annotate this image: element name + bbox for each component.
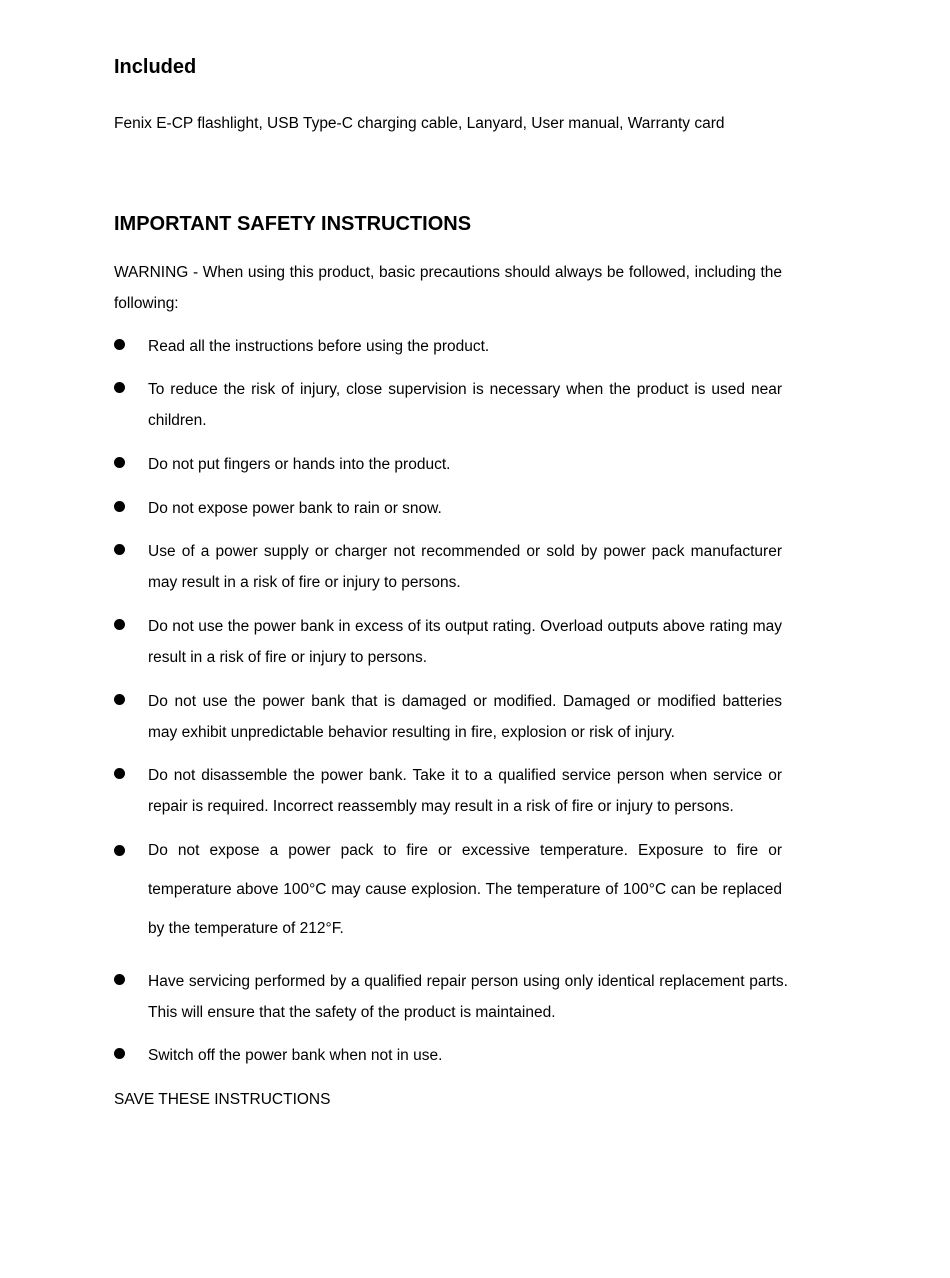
included-heading: Included [114,56,197,78]
closing-note: SAVE THESE INSTRUCTIONS [114,1091,331,1108]
list-item-text: Do not put fingers or hands into the product. [148,456,451,473]
list-item-text: Do not use the power bank that is damaged or modified. Damaged or modified batteries may exhibit unpredictable behavior resulting in fire, explosion or risk of injury. [148,693,782,741]
list-item-text: Do not use the power bank in excess of its output rating. Overload outputs above rating may result in a risk of fire or injury to persons. [148,618,782,666]
bullet-icon [114,694,125,705]
list-item-text: Read all the instructions before using the product. [148,338,490,355]
bullet-icon [114,768,125,779]
list-item-text: Do not disassemble the power bank. Take it to a qualified service person when service or repair is required. Incorrect reassembly may result in a risk of fire or injury to persons. [148,767,782,815]
bullet-icon [114,544,125,555]
bullet-icon [114,974,125,985]
included-contents: Fenix E-CP flashlight, USB Type-C charging cable, Lanyard, User manual, Warranty card [114,115,725,132]
list-item-text: Do not expose a power pack to fire or excessive temperature. Exposure to fire or temperature above 100°C may cause explosion. The temperature of 100°C can be replaced by the temperature of 212°F. [148,842,782,937]
list-item-text: To reduce the risk of injury, close supervision is necessary when the product is used near children. [148,381,782,429]
bullet-icon [114,339,125,350]
bullet-icon [114,619,125,630]
bullet-icon [114,845,125,856]
list-item-text: Use of a power supply or charger not recommended or sold by power pack manufacturer may result in a risk of fire or injury to persons. [148,543,782,591]
bullet-icon [114,382,125,393]
bullet-icon [114,501,125,512]
warning-paragraph: WARNING - When using this product, basic precautions should always be followed, including the following: [114,264,782,312]
bullet-icon [114,457,125,468]
list-item-text: Switch off the power bank when not in use. [148,1047,443,1064]
bullet-icon [114,1048,125,1059]
list-item-text: Have servicing performed by a qualified repair person using only identical replacement parts. This will ensure that the safety of the product is maintained. [148,973,788,1021]
safety-heading: IMPORTANT SAFETY INSTRUCTIONS [114,213,472,235]
list-item-text: Do not expose power bank to rain or snow. [148,500,442,517]
